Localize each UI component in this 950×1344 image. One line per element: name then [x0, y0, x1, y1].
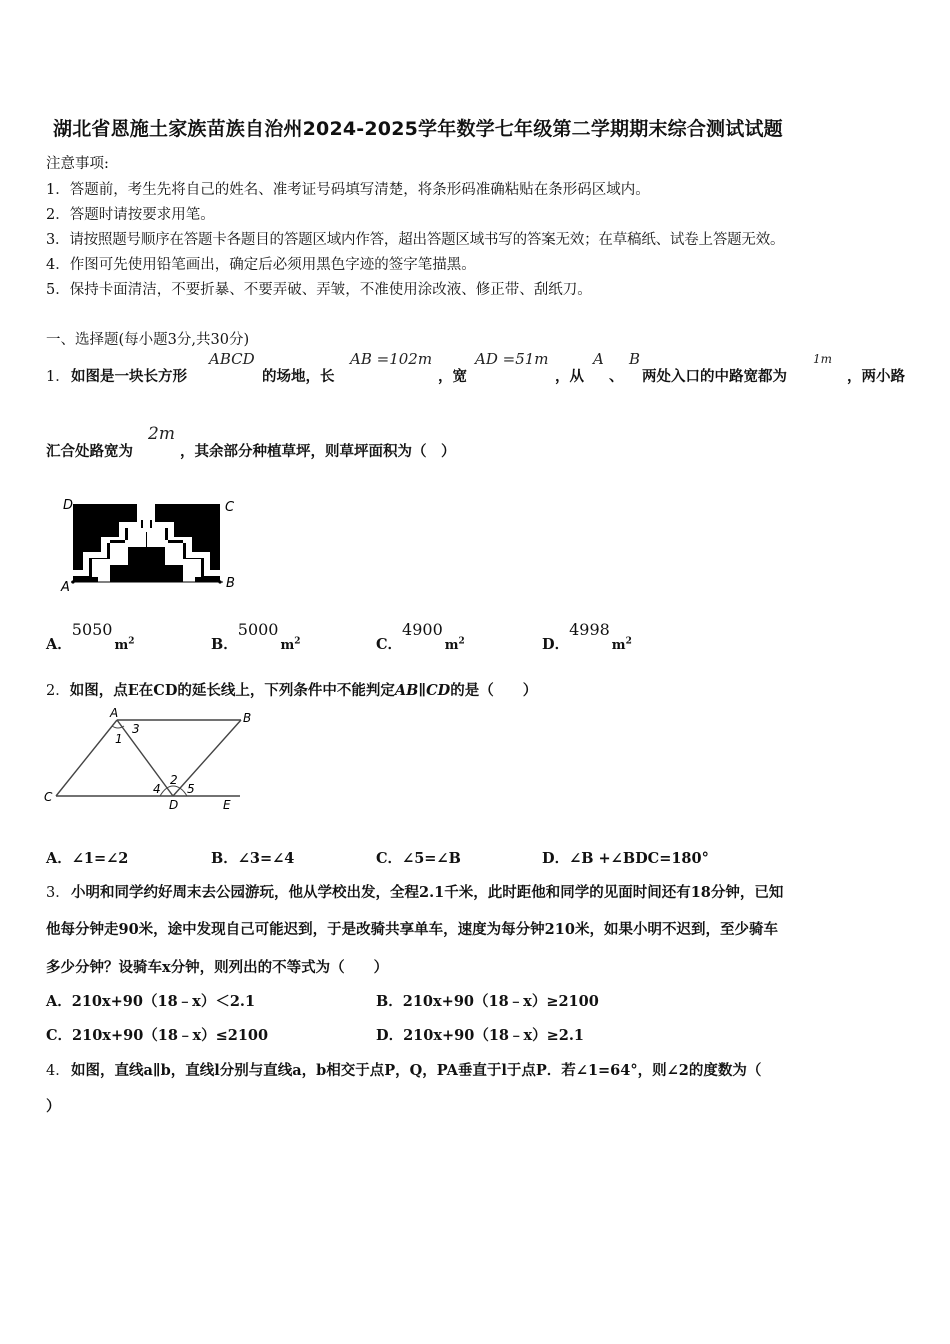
- question-1-text: 两处入口的中路宽都为: [642, 368, 787, 385]
- q2-option-b[interactable]: B．∠3=∠4: [211, 850, 295, 867]
- option-value: 4998: [569, 620, 610, 639]
- label-d: D: [63, 498, 74, 513]
- option-letter: D．: [542, 636, 570, 653]
- q2-line-cd: CD: [153, 682, 178, 699]
- q2-point-e: E: [127, 682, 139, 699]
- math-point-a: A: [593, 350, 604, 368]
- option-unit-exponent: 2: [128, 636, 135, 647]
- q2-parallel-relation: AB∥CD: [394, 682, 451, 699]
- question-1-text: 的场地，长: [262, 368, 335, 385]
- q1-option-d[interactable]: [542, 620, 632, 654]
- math-road-width: 1m: [813, 352, 833, 366]
- notice-item: 5．保持卡面清洁，不要折暴、不要弄破、弄皱，不准使用涂改液、修正带、刮纸刀。: [46, 282, 592, 298]
- line-bd: [173, 720, 241, 796]
- angle-2: 2: [170, 773, 178, 787]
- q2-option-c[interactable]: C．∠5=∠B: [376, 850, 461, 867]
- angle-4: 4: [153, 782, 161, 796]
- figure-2-parallelogram: [40, 706, 255, 814]
- label-a: A: [110, 706, 119, 720]
- question-3-line: 多少分钟？设骑车x分钟，则列出的不等式为（ ）: [46, 959, 389, 976]
- q1-option-c[interactable]: [376, 620, 465, 654]
- option-unit-exponent: 2: [458, 636, 465, 647]
- question-3-line: 他每分钟走90米，途中发现自己可能迟到，于是改骑共享单车，速度为每分钟210米，如果小明不迟到，至少骑车: [46, 921, 778, 938]
- option-value: 4900: [402, 620, 443, 639]
- math-junction-width: 2m: [148, 424, 175, 444]
- question-4-number: 4．: [46, 1063, 70, 1079]
- question-1-text: ，两小路: [847, 368, 905, 385]
- line-ac: [56, 720, 117, 796]
- question-1-text: 、: [609, 368, 624, 385]
- question-1-text: 汇合处路宽为: [46, 443, 133, 460]
- question-2-text: [46, 679, 537, 700]
- option-letter: C．: [376, 636, 403, 653]
- q3-option-d[interactable]: D．210x+90（18﹣x）≥2.1: [376, 1027, 585, 1044]
- option-value: 5000: [237, 620, 279, 639]
- question-3-line: 小明和同学约好周末去公园游玩，他从学校出发，全程2.1千米，此时距他和同学的见面时间还有18分钟，已知: [71, 884, 784, 901]
- q2-text-part: 在: [138, 682, 154, 699]
- option-letter: A．: [46, 636, 72, 653]
- line-ad: [117, 720, 173, 796]
- label-c: C: [44, 790, 53, 804]
- q2-option-a[interactable]: A．∠1=∠2: [46, 850, 129, 867]
- point-b: [218, 580, 221, 583]
- option-unit-exponent: 2: [625, 636, 632, 647]
- q3-option-c[interactable]: C．210x+90（18﹣x）≤2100: [46, 1027, 269, 1044]
- label-b: B: [226, 576, 235, 591]
- math-point-b: B: [629, 350, 641, 368]
- question-1-text: ，宽: [438, 368, 467, 385]
- notice-item: 3．请按照题号顺序在答题卡各题目的答题区域内作答，超出答题区域书写的答案无效；在草稿纸、试卷上答题无效。: [46, 232, 785, 248]
- q1-option-a[interactable]: [46, 620, 135, 654]
- notice-item: 2．答题时请按要求用笔。: [46, 207, 215, 223]
- question-1-text: ，其余部分种植草坪，则草坪面积为（ ）: [180, 443, 456, 460]
- q2-text-part: 的延长线上，下列条件中不能判定: [177, 682, 395, 699]
- figure-1-field: [55, 492, 245, 596]
- option-unit-exponent: 2: [294, 636, 301, 647]
- grass-middle: [110, 532, 183, 582]
- page-title: 湖北省恩施土家族苗族自治州2024-2025学年数学七年级第二学期期末综合测试试题: [53, 118, 783, 140]
- label-e: E: [223, 798, 231, 812]
- question-1-text: ，从: [555, 368, 584, 385]
- q2-text-part: 如图，点: [69, 682, 128, 699]
- q3-option-b[interactable]: B．210x+90（18﹣x）≥2100: [376, 993, 599, 1010]
- question-2-number: 2．: [46, 683, 70, 699]
- question-4-line: ）: [46, 1098, 61, 1115]
- angle-1: 1: [115, 732, 123, 746]
- math-abcd: ABCD: [209, 350, 255, 368]
- label-d: D: [169, 798, 179, 812]
- question-1-text: 如图是一块长方形: [71, 368, 187, 385]
- q2-text-part: 的是（ ）: [450, 682, 538, 699]
- q3-option-a[interactable]: A．210x+90（18﹣x）＜2.1: [46, 993, 256, 1010]
- option-letter: B．: [211, 636, 238, 653]
- question-1-number: 1．: [46, 369, 70, 385]
- question-3-number: 3．: [46, 885, 70, 901]
- point-a: [71, 580, 74, 583]
- option-value: 5050: [71, 620, 113, 639]
- option-unit: m: [611, 638, 626, 653]
- option-unit: m: [114, 638, 129, 653]
- math-ab-length: AB =102m: [350, 350, 433, 368]
- option-unit: m: [280, 638, 295, 653]
- math-ad-width: AD =51m: [475, 350, 549, 368]
- question-4-line: 如图，直线a∥b，直线l分别与直线a，b相交于点P，Q，PA垂直于l于点P．若∠1=64°，则∠2的度数为（: [71, 1062, 762, 1079]
- label-b: B: [243, 711, 252, 725]
- angle-5: 5: [187, 782, 195, 796]
- notice-heading: 注意事项:: [46, 156, 109, 172]
- notice-item: 1．答题前，考生先将自己的姓名、准考证号码填写清楚，将条形码准确粘贴在条形码区域内。: [46, 182, 650, 198]
- label-a: A: [61, 580, 70, 595]
- label-c: C: [225, 500, 235, 515]
- option-unit: m: [444, 638, 459, 653]
- q2-option-d[interactable]: D．∠B +∠BDC=180°: [542, 850, 709, 867]
- notice-item: 4．作图可先使用铅笔画出，确定后必须用黑色字迹的签字笔描黑。: [46, 257, 476, 273]
- angle-3: 3: [132, 722, 140, 736]
- q1-option-b[interactable]: [211, 620, 301, 654]
- section-heading: 一、选择题(每小题3分,共30分): [46, 332, 250, 348]
